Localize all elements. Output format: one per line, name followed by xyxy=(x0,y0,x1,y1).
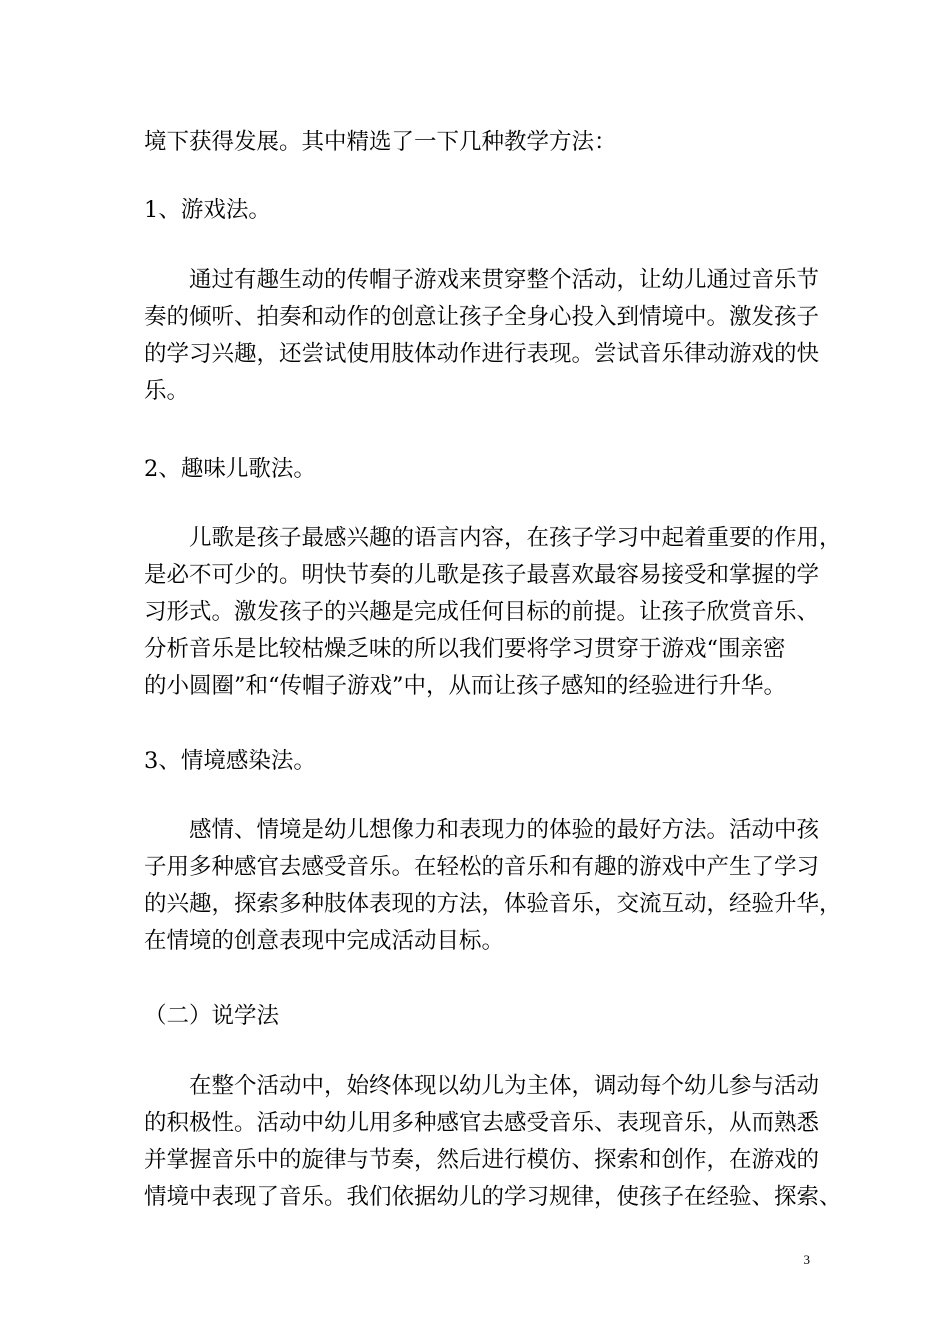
paragraph-line: 儿歌是孩子最感兴趣的语言内容，在孩子学习中起着重要的作用， xyxy=(189,525,842,551)
paragraph-line: 并掌握音乐中的旋律与节奏，然后进行模仿、探索和创作，在游戏的 xyxy=(144,1147,820,1173)
paragraph-line: 的小圆圈”和“传帽子游戏”中，从而让孩子感知的经验进行升华。 xyxy=(144,673,787,699)
paragraph-line: 在整个活动中，始终体现以幼儿为主体，调动每个幼儿参与活动 xyxy=(189,1073,820,1099)
paragraph-line: 奏的倾听、拍奏和动作的创意让孩子全身心投入到情境中。激发孩子 xyxy=(144,304,820,330)
method2-heading xyxy=(144,451,808,488)
paragraph-line: 的学习兴趣，还尝试使用肢体动作进行表现。尝试音乐律动游戏的快 xyxy=(144,341,820,367)
paragraph-line: 的兴趣，探索多种肢体表现的方法，体验音乐，交流互动，经验升华， xyxy=(144,891,842,917)
paragraph-line: 子用多种感官去感受音乐。在轻松的音乐和有趣的游戏中产生了学习 xyxy=(144,854,820,880)
paragraph-line: 乐。 xyxy=(144,378,190,404)
section2-paragraph xyxy=(144,1068,842,1216)
paragraph-line: 境下获得发展。其中精选了一下几种教学方法： xyxy=(144,129,617,155)
heading-text: 3、情境感染法。 xyxy=(144,748,316,774)
paragraph-line: 情境中表现了音乐。我们依据幼儿的学习规律，使孩子在经验、探索、 xyxy=(144,1184,842,1210)
heading-text: （二）说学法 xyxy=(144,1003,280,1029)
intro-paragraph xyxy=(144,124,808,161)
paragraph-line: 通过有趣生动的传帽子游戏来贯穿整个活动，让幼儿通过音乐节 xyxy=(189,267,820,293)
paragraph-line: 感情、情境是幼儿想像力和表现力的体验的最好方法。活动中孩 xyxy=(189,817,820,843)
method3-heading xyxy=(144,743,808,780)
method2-paragraph xyxy=(144,520,842,705)
method1-heading xyxy=(144,192,808,229)
section2-heading xyxy=(144,998,808,1035)
page-number: 3 xyxy=(803,1252,810,1267)
paragraph-line: 习形式。激发孩子的兴趣是完成任何目标的前提。让孩子欣赏音乐、 xyxy=(144,599,820,625)
heading-text: 1、游戏法。 xyxy=(144,197,271,223)
heading-text: 2、趣味儿歌法。 xyxy=(144,456,316,482)
paragraph-line: 在情境的创意表现中完成活动目标。 xyxy=(144,928,505,954)
method3-paragraph xyxy=(144,812,842,960)
method1-paragraph xyxy=(144,262,820,410)
paragraph-line: 是必不可少的。明快节奏的儿歌是孩子最喜欢最容易接受和掌握的学 xyxy=(144,562,820,588)
paragraph-line: 的积极性。活动中幼儿用多种感官去感受音乐、表现音乐，从而熟悉 xyxy=(144,1110,820,1136)
paragraph-line: 分析音乐是比较枯燥乏味的所以我们要将学习贯穿于游戏“围亲密 xyxy=(144,636,786,662)
